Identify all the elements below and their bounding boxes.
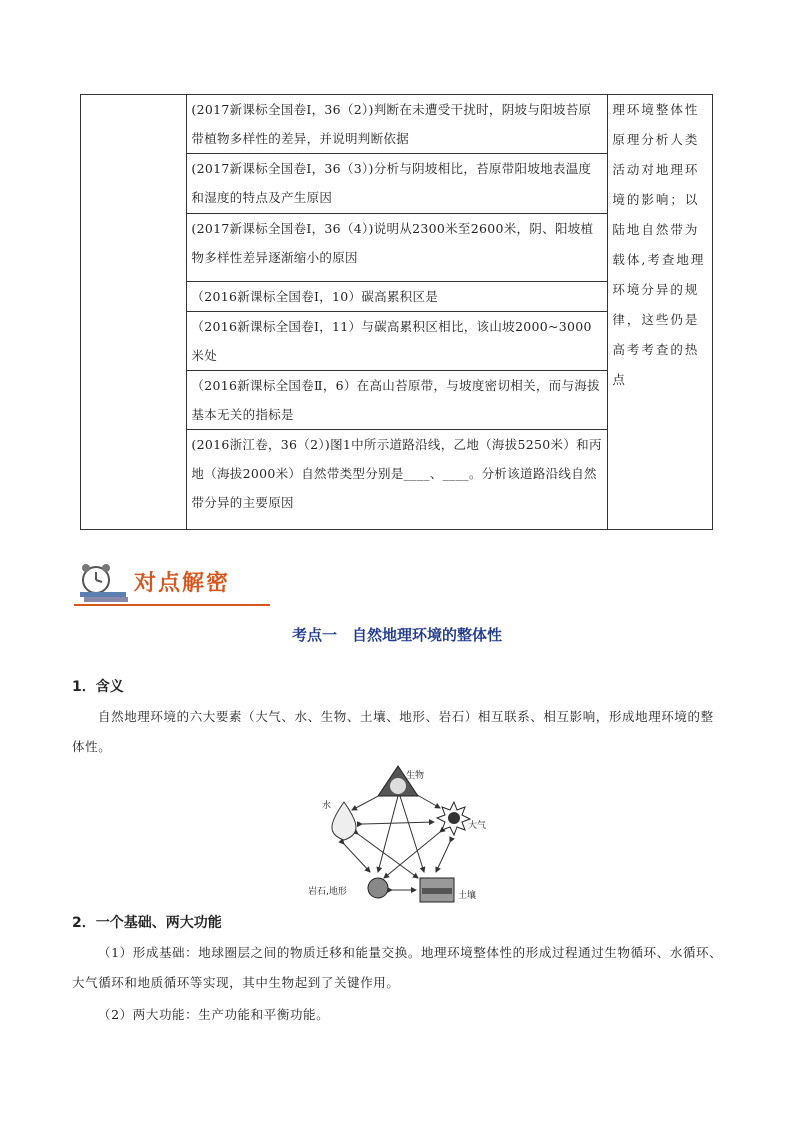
- functions-paragraph-2: （2）两大功能：生产功能和平衡功能。: [98, 1007, 330, 1022]
- alarm-clock-books-icon: [74, 560, 132, 606]
- question-row: （2016新课标全国卷Ⅱ，6）在高山苔原带，与坡度密切相关，而与海拔基本无关的指标是: [187, 371, 608, 430]
- question-table: [80, 94, 713, 530]
- question-row: (2017新课标全国卷Ⅰ，36（4）)说明从2300米至2600米，阴、阳坡植物多样性差异逐渐缩小的原因: [187, 214, 608, 282]
- section-banner: [74, 560, 272, 608]
- meaning-paragraph: 自然地理环境的六大要素（大气、水、生物、土壤、地形、岩石）相互联系、相互影响，形成地理环境的整体性。: [72, 709, 714, 754]
- analysis-note: 理环境整体性原理分析人类活动对地理环境的影响；以陆地自然带为载体,考查地理环境分异的规律，这些仍是高考考查的热点: [608, 95, 713, 530]
- section-title-functions: 2．一个基础、两大功能: [72, 915, 222, 931]
- section-title-meaning: 1．含义: [72, 679, 124, 695]
- label-soil: 土壤: [458, 891, 477, 901]
- banner-underline: [74, 604, 270, 606]
- label-water: 水: [322, 801, 332, 811]
- label-biology: 生物: [406, 771, 425, 781]
- question-row: （2016新课标全国卷Ⅰ，11）与碳高累积区相比，该山坡2000~3000米处: [187, 312, 608, 371]
- question-row: (2017新课标全国卷Ⅰ，36（3）)分析与阴坡相比，苔原带阳坡地表温度和湿度的特点及产生原因: [187, 154, 608, 214]
- banner-title: 对点解密: [134, 571, 231, 596]
- label-rock-landform: 岩石,地形: [308, 887, 347, 897]
- section-heading: 考点一 自然地理环境的整体性: [291, 626, 502, 644]
- question-row: (2016浙江卷，36（2）)图1中所示道路沿线，乙地（海拔5250米）和丙地（海拔2000米）自然带类型分别是____、____。分析该道路沿线自然带分异的主要原因: [187, 430, 608, 530]
- question-row: (2017新课标全国卷Ⅰ，36（2）)判断在未遭受干扰时，阴坡与阳坡苔原带植物多样性的差异，并说明判断依据: [187, 95, 608, 154]
- question-row: （2016新课标全国卷Ⅰ，10）碳高累积区是: [187, 282, 608, 312]
- label-atmosphere: 大气: [468, 821, 487, 831]
- functions-paragraph-1: （1）形成基础：地球圈层之间的物质迁移和能量交换。地理环境整体性的形成过程通过生物循环、水循环、大气循环和地质循环等实现，其中生物起到了关键作用。: [72, 945, 723, 990]
- integrity-diagram: [300, 762, 496, 908]
- blank-column: [81, 95, 187, 530]
